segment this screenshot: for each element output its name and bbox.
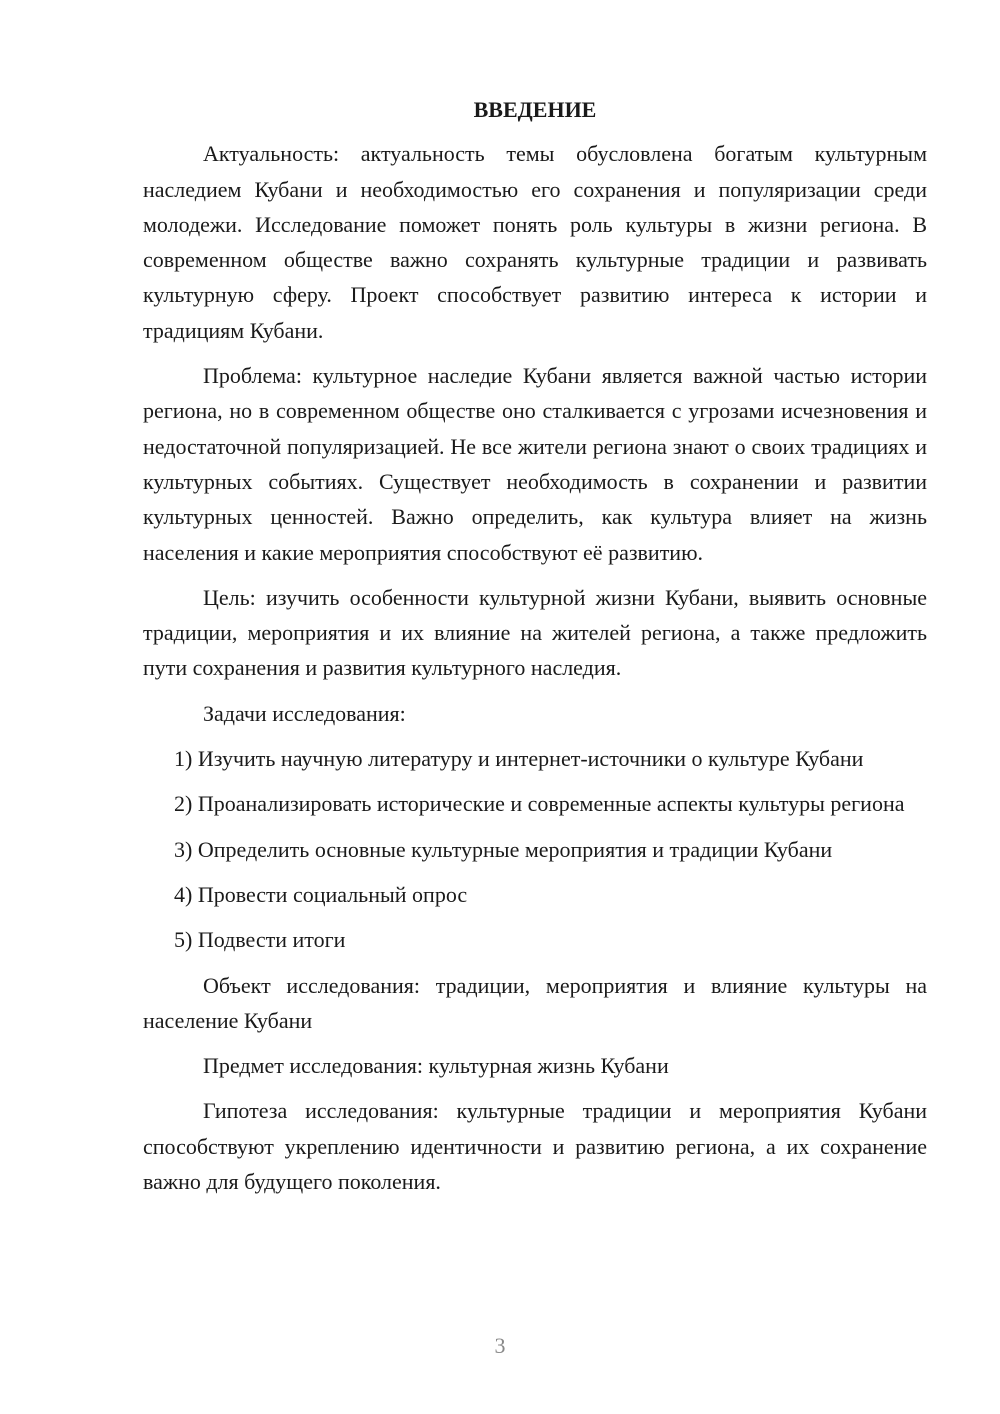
tasks-heading: Задачи исследования:: [203, 700, 406, 726]
subject-paragraph: Предмет исследования: культурная жизнь Кубани: [203, 1053, 669, 1079]
list-item: 4) Провести социальный опрос: [174, 881, 468, 907]
tasks-list: [143, 741, 927, 957]
page-number: 3: [494, 1333, 506, 1358]
list-item: 1) Изучить научную литературу и интернет-источники о культуре Кубани: [174, 746, 864, 772]
hypothesis-paragraph: Гипотеза исследования: культурные традиции и мероприятия Кубани способствуют укреплению идентичности и развитию региона, а их сохранение важно для будущего поколения.: [143, 1098, 927, 1195]
goal-paragraph: Цель: изучить особенности культурной жизни Кубани, выявить основные традиции, мероприятия и их влияние на жителей региона, а также предложить пути сохранения и развития культурного наследия.: [143, 584, 927, 681]
document-page: [143, 92, 927, 1209]
relevance-paragraph: Актуальность: актуальность темы обусловлена богатым культурным наследием Кубани и необходимостью его сохранения и популяризации среди молодежи. Исследование поможет понять роль культуры в жизни региона. В современном обществе важно сохранять культурные традиции и развивать культурную сферу. Проект способствует развитию интереса к истории и традициям Кубани.: [143, 141, 927, 343]
object-paragraph: Объект исследования: традиции, мероприятия и влияние культуры на население Кубани: [143, 972, 927, 1033]
list-item: 5) Подвести итоги: [174, 927, 346, 953]
problem-paragraph: Проблема: культурное наследие Кубани является важной частью истории региона, но в современном обществе оно сталкивается с угрозами исчезновения и недостаточной популяризацией. Не все жители региона знают о своих традициях и культурных событиях. Существует необходимость в сохранении и развитии культурных ценностей. Важно определить, как культура влияет на жизнь населения и какие мероприятия способствуют её развитию.: [143, 363, 927, 565]
page-title: ВВЕДЕНИЕ: [473, 97, 597, 122]
list-item: 3) Определить основные культурные мероприятия и традиции Кубани: [174, 836, 833, 862]
list-item: 2) Проанализировать исторические и современные аспекты культуры региона: [174, 791, 905, 817]
